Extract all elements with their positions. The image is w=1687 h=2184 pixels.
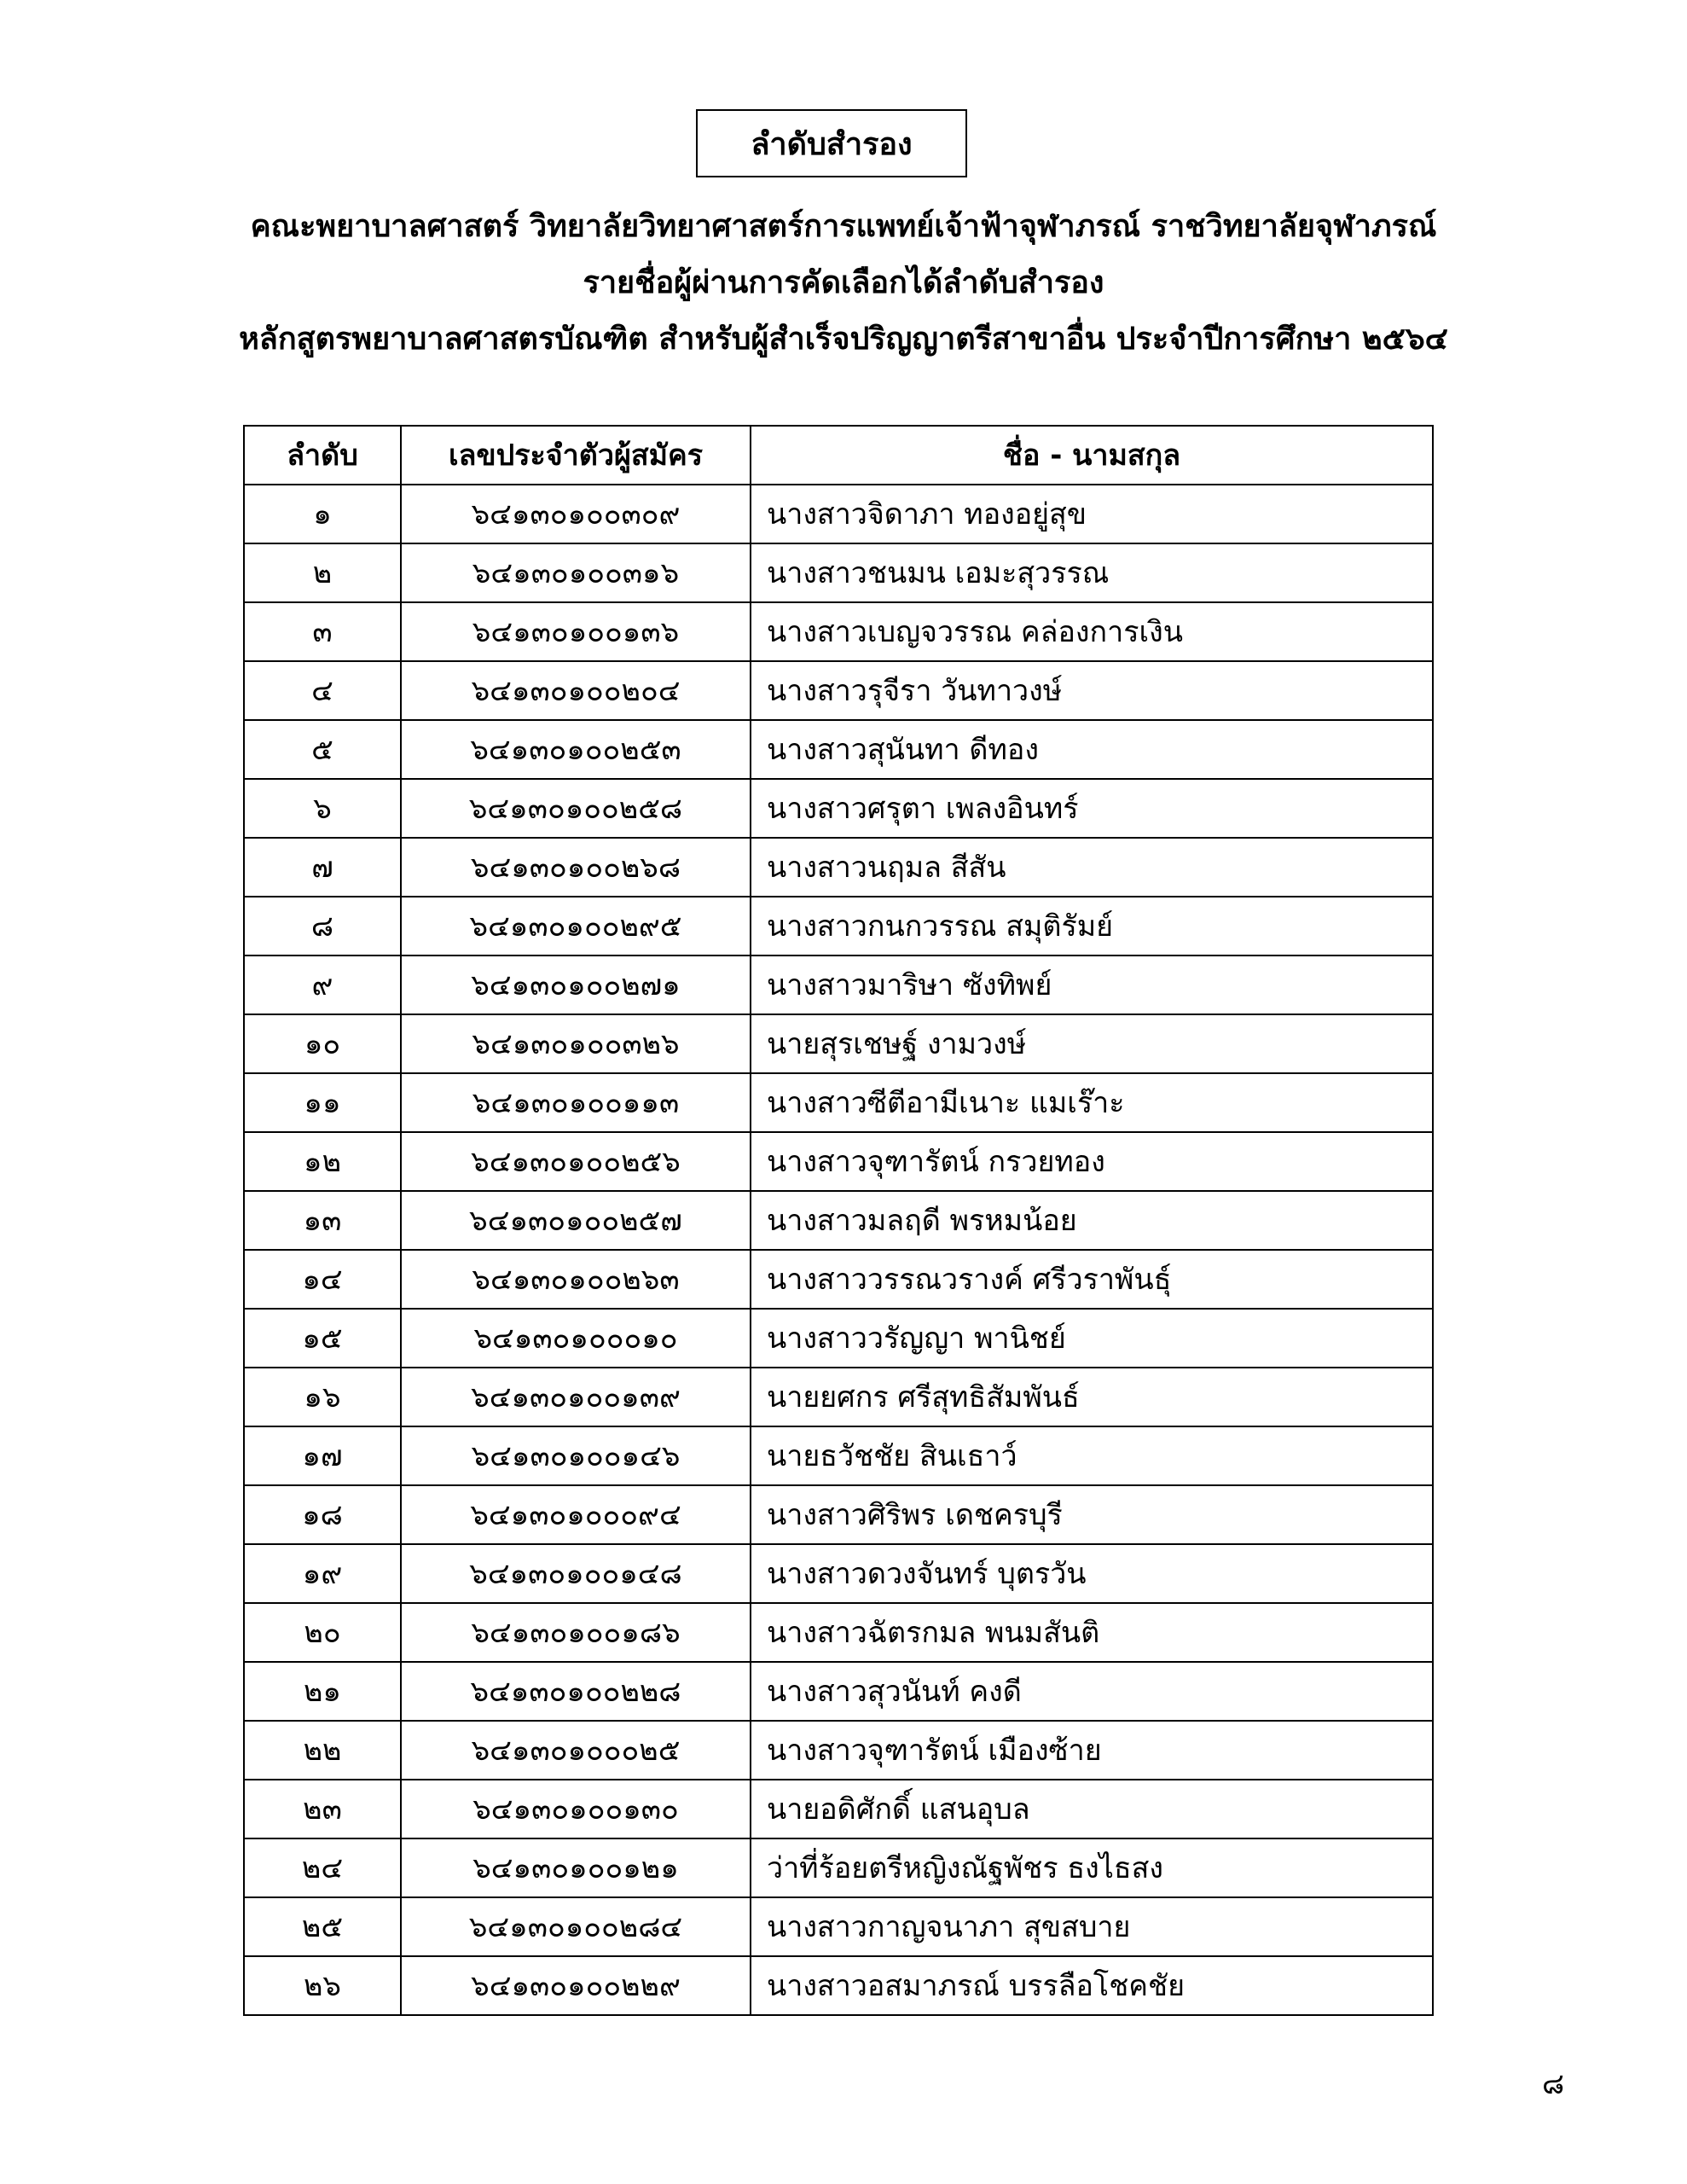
table-row — [244, 838, 1433, 897]
row-applicant-id: ๖๔๑๓๐๑๐๐๑๒๑ — [401, 1838, 751, 1897]
row-order: ๒๐ — [244, 1603, 401, 1662]
row-full-name: นางสาววรรณวรางค์ ศรีวราพันธุ์ — [751, 1250, 1433, 1309]
row-full-name: นางสาวซีตีอามีเนาะ แมเร๊าะ — [751, 1073, 1433, 1132]
row-full-name: นางสาวกนกวรรณ สมุติรัมย์ — [751, 897, 1433, 956]
row-applicant-id: ๖๔๑๓๐๑๐๐๒๕๘ — [401, 779, 751, 838]
row-order: ๑๑ — [244, 1073, 401, 1132]
header-order: ลำดับ — [244, 426, 401, 485]
row-full-name: นางสาวจุฑารัตน์ กรวยทอง — [751, 1132, 1433, 1191]
row-applicant-id: ๖๔๑๓๐๑๐๐๑๔๖ — [401, 1426, 751, 1485]
row-applicant-id: ๖๔๑๓๐๑๐๐๒๖๘ — [401, 838, 751, 897]
row-full-name: นางสาวสุวนันท์ คงดี — [751, 1662, 1433, 1721]
table-row — [244, 661, 1433, 720]
row-full-name: นางสาวรุจีรา วันทาวงษ์ — [751, 661, 1433, 720]
row-applicant-id: ๖๔๑๓๐๑๐๐๑๓๖ — [401, 602, 751, 661]
row-order: ๑๔ — [244, 1250, 401, 1309]
table-row — [244, 956, 1433, 1014]
row-full-name: นางสาวศิริพร เดชครบุรี — [751, 1485, 1433, 1544]
row-applicant-id: ๖๔๑๓๐๑๐๐๑๓๐ — [401, 1780, 751, 1838]
row-full-name: นางสาวดวงจันทร์ บุตรวัน — [751, 1544, 1433, 1603]
row-full-name: นายอดิศักดิ์ แสนอุบล — [751, 1780, 1433, 1838]
row-order: ๖ — [244, 779, 401, 838]
heading-list-title: รายชื่อผู้ผ่านการคัดเลือกได้ลำดับสำรอง — [583, 265, 1104, 300]
row-order: ๘ — [244, 897, 401, 956]
table-row — [244, 779, 1433, 838]
row-full-name: นายธวัชชัย สินเธาว์ — [751, 1426, 1433, 1485]
row-order: ๑๙ — [244, 1544, 401, 1603]
table-row — [244, 1721, 1433, 1780]
row-applicant-id: ๖๔๑๓๐๑๐๐๒๙๕ — [401, 897, 751, 956]
table-row — [244, 1485, 1433, 1544]
row-applicant-id: ๖๔๑๓๐๑๐๐๐๙๔ — [401, 1485, 751, 1544]
row-full-name: นางสาวสุนันทา ดีทอง — [751, 720, 1433, 779]
table-row — [244, 897, 1433, 956]
row-applicant-id: ๖๔๑๓๐๑๐๐๒๕๖ — [401, 1132, 751, 1191]
table-body — [244, 485, 1433, 2015]
row-full-name: นางสาวชนมน เอมะสุวรรณ — [751, 543, 1433, 602]
boxed-title: ลำดับสำรอง — [696, 109, 967, 177]
table-row — [244, 1897, 1433, 1956]
heading-program: หลักสูตรพยาบาลศาสตรบัณฑิต สำหรับผู้สำเร็จปริญญาตรีสาขาอื่น ประจำปีการศึกษา ๒๕๖๔ — [239, 322, 1448, 357]
row-full-name: นางสาววรัญญา พานิชย์ — [751, 1309, 1433, 1368]
row-full-name: นายยศกร ศรีสุทธิสัมพันธ์ — [751, 1368, 1433, 1426]
row-order: ๒๓ — [244, 1780, 401, 1838]
table-row — [244, 1014, 1433, 1073]
heading-faculty: คณะพยาบาลศาสตร์ วิทยาลัยวิทยาศาสตร์การแพทย์เจ้าฟ้าจุฬาภรณ์ ราชวิทยาลัยจุฬาภรณ์ — [250, 209, 1437, 244]
row-order: ๕ — [244, 720, 401, 779]
row-applicant-id: ๖๔๑๓๐๑๐๐๒๖๓ — [401, 1250, 751, 1309]
row-full-name: นางสาวมาริษา ซังทิพย์ — [751, 956, 1433, 1014]
row-applicant-id: ๖๔๑๓๐๑๐๐๒๒๙ — [401, 1956, 751, 2015]
table-row — [244, 1780, 1433, 1838]
row-order: ๙ — [244, 956, 401, 1014]
table-row — [244, 1250, 1433, 1309]
table-row — [244, 1603, 1433, 1662]
row-order: ๔ — [244, 661, 401, 720]
row-full-name: นางสาวนฤมล สีสัน — [751, 838, 1433, 897]
row-applicant-id: ๖๔๑๓๐๑๐๐๑๑๓ — [401, 1073, 751, 1132]
page-number: ๘ — [1542, 2067, 1565, 2101]
row-order: ๒ — [244, 543, 401, 602]
row-order: ๑๕ — [244, 1309, 401, 1368]
row-applicant-id: ๖๔๑๓๐๑๐๐๐๒๕ — [401, 1721, 751, 1780]
row-full-name: ว่าที่ร้อยตรีหญิงณัฐพัชร ธงไธสง — [751, 1838, 1433, 1897]
row-full-name: นางสาวมลฤดี พรหมน้อย — [751, 1191, 1433, 1250]
row-order: ๑๗ — [244, 1426, 401, 1485]
table-header-row — [244, 426, 1433, 485]
row-applicant-id: ๖๔๑๓๐๑๐๐๒๕๗ — [401, 1191, 751, 1250]
row-full-name: นางสาวจุฑารัตน์ เมืองซ้าย — [751, 1721, 1433, 1780]
row-applicant-id: ๖๔๑๓๐๑๐๐๓๐๙ — [401, 485, 751, 543]
row-order: ๑๒ — [244, 1132, 401, 1191]
row-applicant-id: ๖๔๑๓๐๑๐๐๓๑๖ — [401, 543, 751, 602]
row-applicant-id: ๖๔๑๓๐๑๐๐๒๕๓ — [401, 720, 751, 779]
row-full-name: นางสาวกาญจนาภา สุขสบาย — [751, 1897, 1433, 1956]
table-row — [244, 1426, 1433, 1485]
row-order: ๑๖ — [244, 1368, 401, 1426]
row-order: ๗ — [244, 838, 401, 897]
table-row — [244, 1838, 1433, 1897]
row-order: ๑ — [244, 485, 401, 543]
row-applicant-id: ๖๔๑๓๐๑๐๐๐๑๐ — [401, 1309, 751, 1368]
row-full-name: นางสาวฉัตรกมล พนมสันติ — [751, 1603, 1433, 1662]
row-order: ๓ — [244, 602, 401, 661]
table-row — [244, 543, 1433, 602]
row-applicant-id: ๖๔๑๓๐๑๐๐๑๔๘ — [401, 1544, 751, 1603]
row-full-name: นางสาวศรุตา เพลงอินทร์ — [751, 779, 1433, 838]
row-applicant-id: ๖๔๑๓๐๑๐๐๒๗๑ — [401, 956, 751, 1014]
table-row — [244, 1191, 1433, 1250]
row-order: ๒๖ — [244, 1956, 401, 2015]
table-row — [244, 1309, 1433, 1368]
row-order: ๒๕ — [244, 1897, 401, 1956]
row-order: ๑๐ — [244, 1014, 401, 1073]
row-order: ๒๑ — [244, 1662, 401, 1721]
row-applicant-id: ๖๔๑๓๐๑๐๐๑๓๙ — [401, 1368, 751, 1426]
row-applicant-id: ๖๔๑๓๐๑๐๐๑๘๖ — [401, 1603, 751, 1662]
row-order: ๒๒ — [244, 1721, 401, 1780]
row-applicant-id: ๖๔๑๓๐๑๐๐๒๐๔ — [401, 661, 751, 720]
header-applicant-id: เลขประจำตัวผู้สมัคร — [401, 426, 751, 485]
row-full-name: นายสุรเชษฐ์ งามวงษ์ — [751, 1014, 1433, 1073]
table-row — [244, 1956, 1433, 2015]
row-order: ๑๘ — [244, 1485, 401, 1544]
row-applicant-id: ๖๔๑๓๐๑๐๐๓๒๖ — [401, 1014, 751, 1073]
header-full-name: ชื่อ - นามสกุล — [751, 426, 1433, 485]
row-order: ๑๓ — [244, 1191, 401, 1250]
row-applicant-id: ๖๔๑๓๐๑๐๐๒๘๔ — [401, 1897, 751, 1956]
row-applicant-id: ๖๔๑๓๐๑๐๐๒๒๘ — [401, 1662, 751, 1721]
table-row — [244, 1132, 1433, 1191]
reserve-list-table — [243, 425, 1434, 2016]
table-row — [244, 720, 1433, 779]
row-full-name: นางสาวอสมาภรณ์ บรรลือโชคชัย — [751, 1956, 1433, 2015]
table-row — [244, 485, 1433, 543]
table-row — [244, 1544, 1433, 1603]
table-row — [244, 1073, 1433, 1132]
row-full-name: นางสาวจิดาภา ทองอยู่สุข — [751, 485, 1433, 543]
table-row — [244, 602, 1433, 661]
table-row — [244, 1662, 1433, 1721]
table-row — [244, 1368, 1433, 1426]
row-order: ๒๔ — [244, 1838, 401, 1897]
row-full-name: นางสาวเบญจวรรณ คล่องการเงิน — [751, 602, 1433, 661]
